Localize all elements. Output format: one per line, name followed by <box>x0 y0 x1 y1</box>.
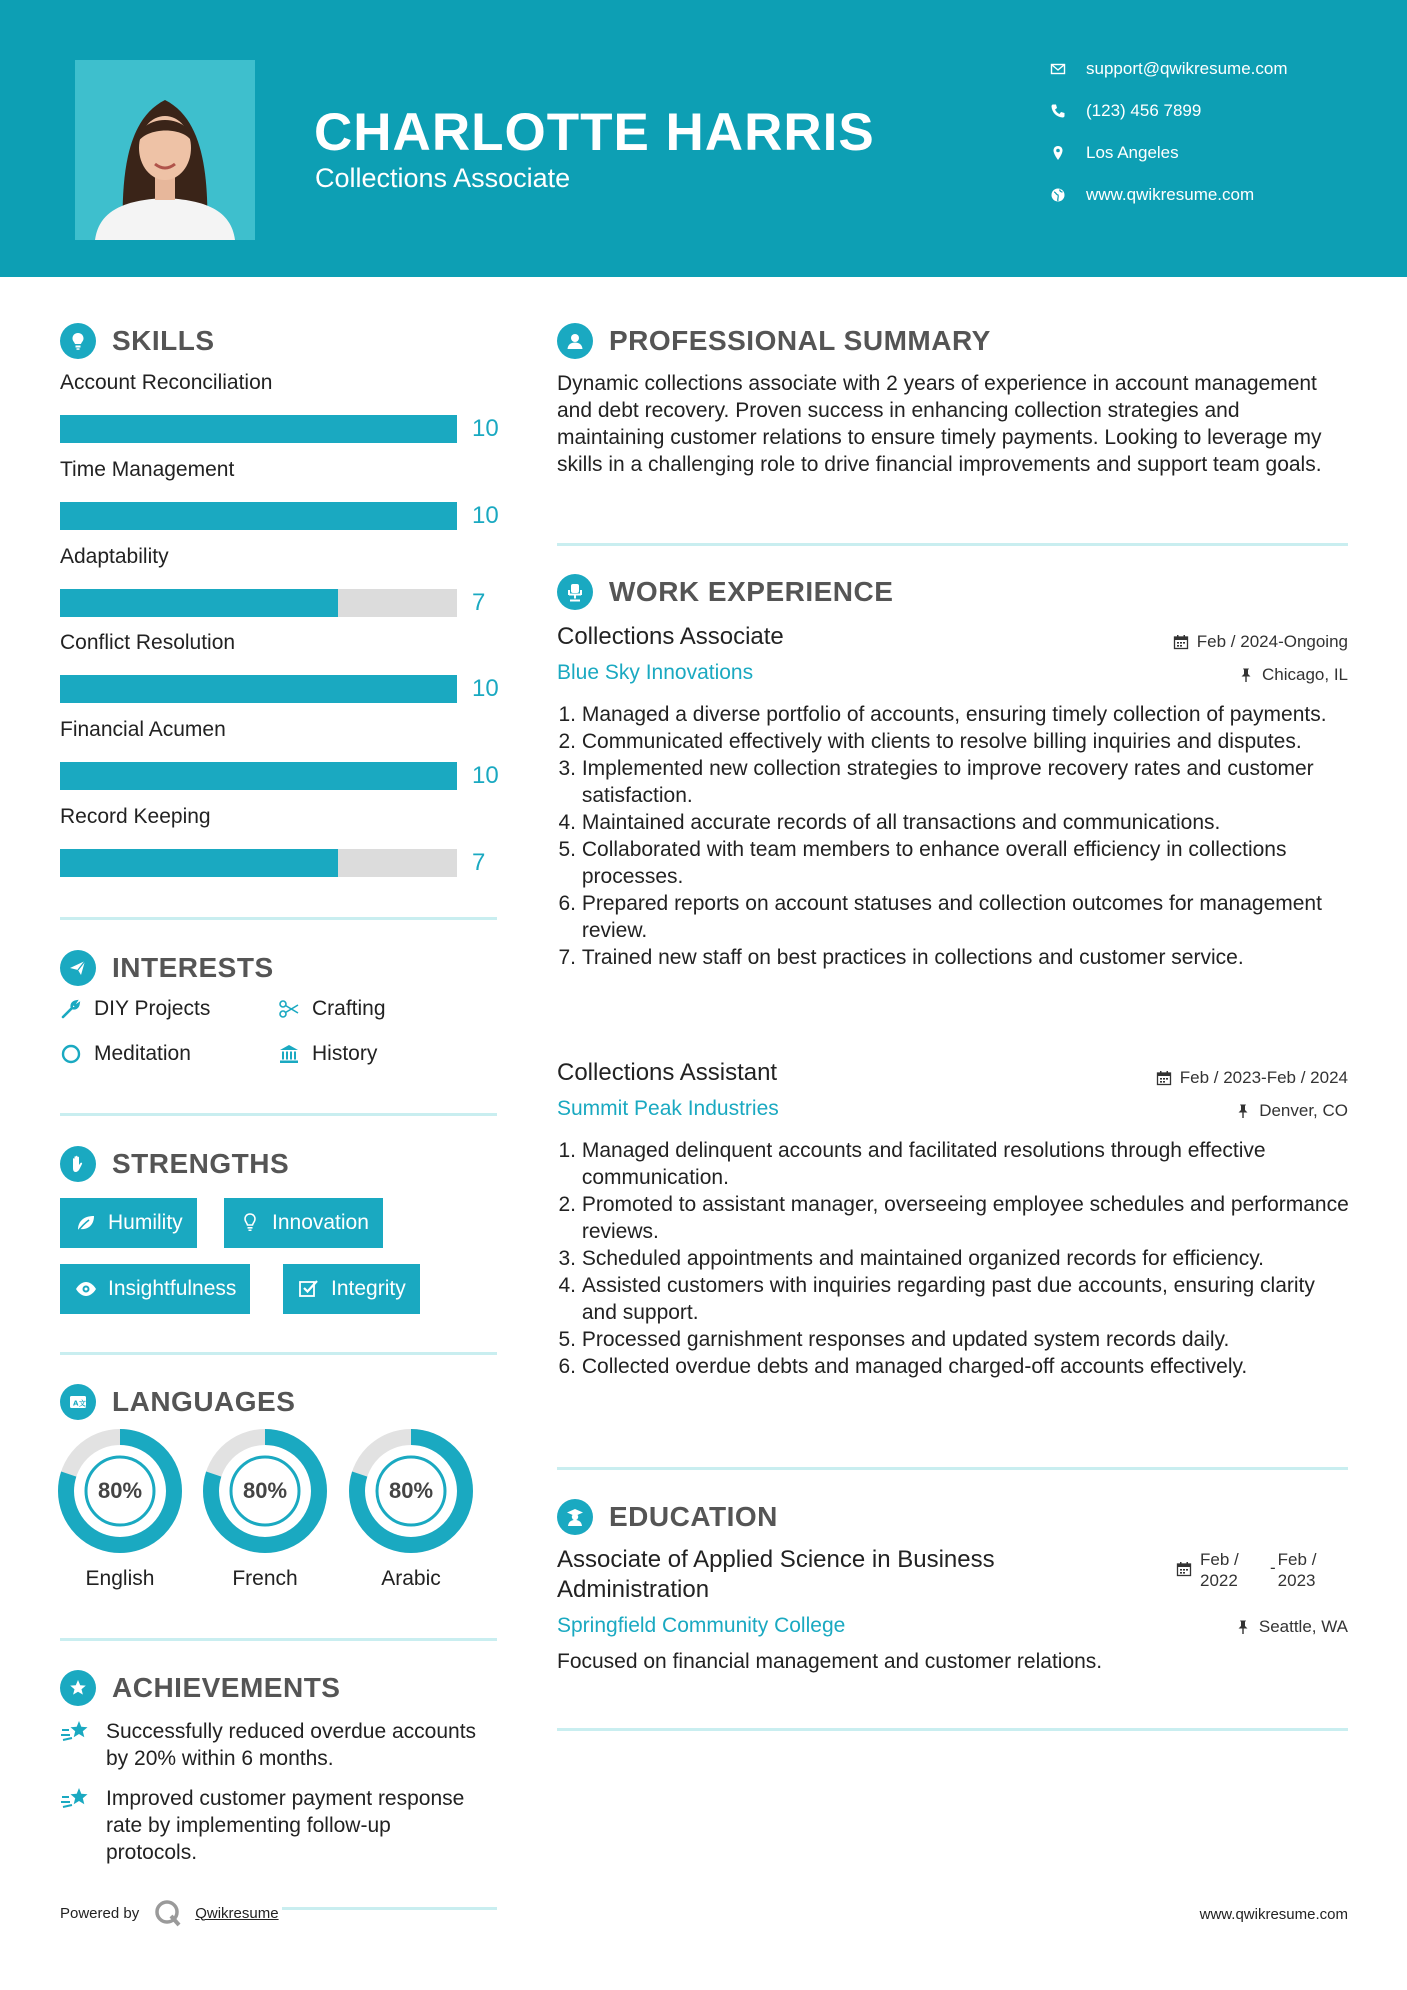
lightbulb-outline-icon <box>238 1211 262 1235</box>
skill-item <box>60 458 499 529</box>
duty-text: Maintained accurate records of all transactions and communications. <box>581 811 1221 834</box>
language-card-icon <box>60 1384 96 1420</box>
strengths-section <box>60 1146 497 1182</box>
star-badge-icon <box>60 1670 96 1706</box>
experience-title: WORK EXPERIENCE <box>609 576 894 607</box>
pushpin-icon <box>1235 1619 1251 1635</box>
language-percent: 80% <box>388 1478 434 1503</box>
contact-phone[interactable] <box>1050 101 1201 121</box>
pushpin-icon <box>1238 667 1254 683</box>
list-item: 6. Collected overdue debts and managed charged-off accounts effectively. <box>558 1355 1248 1378</box>
contact-website-text: www.qwikresume.com <box>1086 185 1255 204</box>
duty-text: Managed delinquent accounts and facilitated resolutions through effective communication. <box>581 1139 1266 1189</box>
interests-title: INTERESTS <box>112 952 274 983</box>
languages-section <box>60 1384 497 1420</box>
interest-label: Crafting <box>312 997 386 1020</box>
calendar-icon <box>1176 1561 1192 1577</box>
list-item: 7. Trained new staff on best practices in collections and customer service. <box>558 946 1244 969</box>
mail-icon <box>1050 61 1066 77</box>
eye-icon <box>74 1277 98 1301</box>
section-divider <box>557 1728 1348 1731</box>
interest-item <box>278 1042 377 1066</box>
header-banner <box>0 0 1407 277</box>
list-item: 1. Managed a diverse portfolio of accounts, ensuring timely collection of payments. <box>558 703 1327 726</box>
skill-value: 10 <box>472 502 499 529</box>
duty-text: Assisted customers with inquiries regarding past due accounts, ensuring clarity and support. <box>581 1274 1315 1324</box>
globe-icon <box>1050 187 1066 203</box>
skill-value: 10 <box>472 415 499 442</box>
hand-icon <box>60 1146 96 1182</box>
strengths-title: STRENGTHS <box>112 1148 290 1179</box>
education-heading <box>557 1499 778 1535</box>
candidate-role: Collections Associate <box>315 163 571 193</box>
list-item: 5. Collaborated with team members to enhance overall efficiency in collections processes. <box>557 836 1352 890</box>
language-name: French <box>232 1567 298 1590</box>
interest-item <box>60 997 210 1021</box>
interest-label: History <box>312 1042 378 1065</box>
skill-name: Account Reconciliation <box>60 371 273 394</box>
skill-value: 10 <box>472 762 499 789</box>
strength-tag <box>60 1198 197 1248</box>
candidate-name: CHARLOTTE HARRIS <box>314 103 875 162</box>
list-item: 5. Processed garnishment responses and updated system records daily. <box>558 1328 1230 1351</box>
education-date-start: Feb / 2022 <box>1200 1550 1239 1590</box>
language-item <box>203 1429 327 1591</box>
list-item: 2. Promoted to assistant manager, overseeing employee schedules and performance reviews. <box>557 1191 1352 1245</box>
job-dates-text: Feb / 2024-Ongoing <box>1196 632 1348 651</box>
summary-section <box>557 323 991 359</box>
achievements-title: ACHIEVEMENTS <box>112 1672 341 1703</box>
qwikresume-link[interactable]: Qwikresume <box>195 1904 279 1922</box>
language-name: Arabic <box>381 1567 441 1590</box>
job-location <box>1235 1101 1348 1121</box>
duty-text: Processed garnishment responses and updated system records daily. <box>581 1328 1230 1351</box>
skill-item <box>60 631 499 702</box>
language-percent: 80% <box>242 1478 288 1503</box>
shooting-star-icon <box>60 1718 92 1746</box>
duty-text: Communicated effectively with clients to resolve billing inquiries and disputes. <box>581 730 1302 753</box>
language-gauge <box>58 1429 182 1553</box>
leaf-icon <box>74 1211 98 1235</box>
museum-icon <box>278 1043 300 1065</box>
list-item: 6. Prepared reports on account statuses and collection outcomes for management review. <box>557 890 1352 944</box>
summary-text: Dynamic collections associate with 2 years of experience in account management and debt recovery. Proven success in enhancing collection strategies and maintaining customer relations to ensure timely payments. Looking to leverage my skills in a challenging role to drive financial improvements and support team goals. <box>557 372 1322 476</box>
section-divider <box>557 1467 1348 1470</box>
education-date-separator: - <box>1270 1558 1276 1577</box>
contact-phone-text: (123) 456 7899 <box>1086 101 1202 120</box>
contact-location <box>1050 143 1179 163</box>
skill-name: Conflict Resolution <box>60 631 236 654</box>
paper-plane-icon <box>60 950 96 986</box>
list-item: 2. Communicated effectively with clients to resolve billing inquiries and disputes. <box>558 730 1302 753</box>
achievements-section <box>60 1670 497 1706</box>
skill-bar-fill <box>60 762 457 790</box>
section-divider <box>60 917 497 920</box>
language-percent: 80% <box>97 1478 143 1503</box>
wrench-icon <box>60 998 82 1020</box>
scissors-icon <box>278 998 300 1020</box>
skill-bar <box>60 415 457 443</box>
languages-heading <box>60 1384 497 1420</box>
skill-item <box>60 371 499 442</box>
interests-section <box>60 950 497 986</box>
languages-title: LANGUAGES <box>112 1386 296 1417</box>
strengths-heading <box>60 1146 497 1182</box>
duty-text: Scheduled appointments and maintained organized records for efficiency. <box>581 1247 1264 1270</box>
section-divider <box>557 543 1348 546</box>
skill-name: Financial Acumen <box>60 718 226 741</box>
shooting-star-icon <box>60 1785 92 1813</box>
degree-title: Associate of Applied Science in Business Administration <box>557 1546 995 1603</box>
lightbulb-icon <box>60 323 96 359</box>
skill-bar-fill <box>60 415 457 443</box>
education-title: EDUCATION <box>609 1501 778 1532</box>
duty-text: Prepared reports on account statuses and collection outcomes for management review. <box>581 892 1322 942</box>
circle-icon <box>60 1043 82 1065</box>
duty-text: Managed a diverse portfolio of accounts, ensuring timely collection of payments. <box>581 703 1327 726</box>
language-item <box>349 1429 473 1591</box>
strength-label: Humility <box>108 1211 183 1234</box>
duty-text: Implemented new collection strategies to improve recovery rates and customer satisfaction. <box>581 757 1314 807</box>
duty-text: Trained new staff on best practices in collections and customer service. <box>581 946 1244 969</box>
list-item: 3. Scheduled appointments and maintained organized records for efficiency. <box>558 1247 1264 1270</box>
section-divider <box>282 1907 497 1910</box>
language-name: English <box>85 1567 155 1590</box>
skill-item <box>60 545 497 616</box>
strength-tag <box>60 1264 250 1314</box>
interests-heading <box>60 950 497 986</box>
strength-label: Insightfulness <box>108 1277 237 1300</box>
interest-item <box>278 997 386 1021</box>
skill-bar-fill <box>60 675 457 703</box>
interest-label: Meditation <box>94 1042 191 1065</box>
skills-title: SKILLS <box>112 325 215 356</box>
skill-value: 7 <box>472 589 486 616</box>
strength-tag <box>283 1264 420 1314</box>
list-item: 3. Implemented new collection strategies to improve recovery rates and customer satisfaction. <box>557 755 1352 809</box>
skill-name: Record Keeping <box>60 805 211 828</box>
job-title: Collections Assistant <box>557 1059 778 1086</box>
pushpin-icon <box>1235 1103 1251 1119</box>
list-item: 1. Managed delinquent accounts and facilitated resolutions through effective communication. <box>557 1137 1352 1191</box>
language-gauge <box>203 1429 327 1553</box>
contact-email[interactable] <box>1050 59 1288 79</box>
summary-heading <box>557 323 991 359</box>
achievement-item <box>60 1718 480 1772</box>
school-name: Springfield Community College <box>557 1614 846 1637</box>
skill-name: Adaptability <box>60 545 169 568</box>
job-dates <box>1173 632 1348 652</box>
user-icon <box>557 323 593 359</box>
job-company: Blue Sky Innovations <box>557 661 754 684</box>
experience-heading <box>557 574 893 610</box>
calendar-icon <box>1173 634 1189 650</box>
skill-bar-fill <box>60 589 338 617</box>
language-gauge <box>349 1429 473 1553</box>
person-portrait-icon <box>75 60 255 240</box>
profile-photo <box>75 60 255 240</box>
job-company: Summit Peak Industries <box>557 1097 779 1120</box>
graduate-icon <box>557 1499 593 1535</box>
duty-text: Promoted to assistant manager, overseeing employee schedules and performance reviews. <box>581 1193 1349 1243</box>
skill-bar <box>60 762 457 790</box>
office-chair-icon <box>557 574 593 610</box>
education-description: Focused on financial management and customer relations. <box>557 1650 1103 1673</box>
phone-icon <box>1050 103 1066 119</box>
education-location <box>1235 1617 1348 1637</box>
powered-by-text: Powered by <box>60 1904 140 1922</box>
skill-value: 7 <box>472 849 486 876</box>
education-date-end: Feb / 2023 <box>1277 1550 1317 1590</box>
location-icon <box>1050 145 1066 161</box>
skill-item <box>60 718 499 789</box>
strength-tag <box>224 1198 383 1248</box>
job-dates <box>1156 1068 1348 1088</box>
section-divider <box>60 1113 497 1116</box>
checkbox-icon <box>297 1277 321 1301</box>
skill-bar <box>60 849 457 877</box>
skill-bar <box>60 502 457 530</box>
experience-section <box>557 574 893 610</box>
skill-value: 10 <box>472 675 499 702</box>
interest-item <box>60 1042 191 1066</box>
skills-section <box>60 323 497 359</box>
powered-by <box>60 1898 279 1928</box>
list-item: 4. Assisted customers with inquiries regarding past due accounts, ensuring clarity and support. <box>557 1272 1352 1326</box>
achievements-heading <box>60 1670 497 1706</box>
achievement-text: Improved customer payment response rate by implementing follow-up protocols. <box>106 1787 465 1864</box>
job-location <box>1238 665 1348 685</box>
strength-label: Innovation <box>272 1211 369 1234</box>
achievement-text: Successfully reduced overdue accounts by 20% within 6 months. <box>106 1720 477 1770</box>
job-dates-text: Feb / 2023-Feb / 2024 <box>1179 1068 1348 1087</box>
strength-label: Integrity <box>331 1277 406 1300</box>
summary-title: PROFESSIONAL SUMMARY <box>609 325 991 356</box>
job-title: Collections Associate <box>557 623 784 650</box>
skill-bar-fill <box>60 849 338 877</box>
interest-label: DIY Projects <box>94 997 211 1020</box>
education-dates <box>1176 1549 1328 1591</box>
section-divider <box>60 1638 497 1641</box>
skill-bar-fill <box>60 502 457 530</box>
skill-bar <box>60 589 457 617</box>
education-section <box>557 1499 778 1535</box>
education-location-text: Seattle, WA <box>1258 1617 1348 1636</box>
skill-bar <box>60 675 457 703</box>
contact-website[interactable] <box>1050 185 1254 205</box>
job-duties-list <box>557 1137 1352 1380</box>
job-duties-list <box>557 701 1352 971</box>
job-location-text: Chicago, IL <box>1262 665 1348 684</box>
achievement-item <box>60 1785 480 1866</box>
duty-text: Collaborated with team members to enhance overall efficiency in collections processes. <box>581 838 1287 888</box>
qwikresume-logo-icon <box>153 1898 183 1928</box>
job-location-text: Denver, CO <box>1259 1101 1348 1120</box>
footer-website[interactable]: www.qwikresume.com <box>1199 1906 1348 1923</box>
skill-name: Time Management <box>60 458 235 481</box>
duty-text: Collected overdue debts and managed charged-off accounts effectively. <box>581 1355 1248 1378</box>
svg-text:A文: A文 <box>73 1399 87 1408</box>
contact-email-text: support@qwikresume.com <box>1086 59 1288 78</box>
skills-heading <box>60 323 497 359</box>
contact-location-text: Los Angeles <box>1086 143 1179 162</box>
list-item: 4. Maintained accurate records of all transactions and communications. <box>558 811 1221 834</box>
skill-item <box>60 805 497 876</box>
language-item <box>58 1429 182 1591</box>
section-divider <box>60 1352 497 1355</box>
calendar-icon <box>1156 1070 1172 1086</box>
